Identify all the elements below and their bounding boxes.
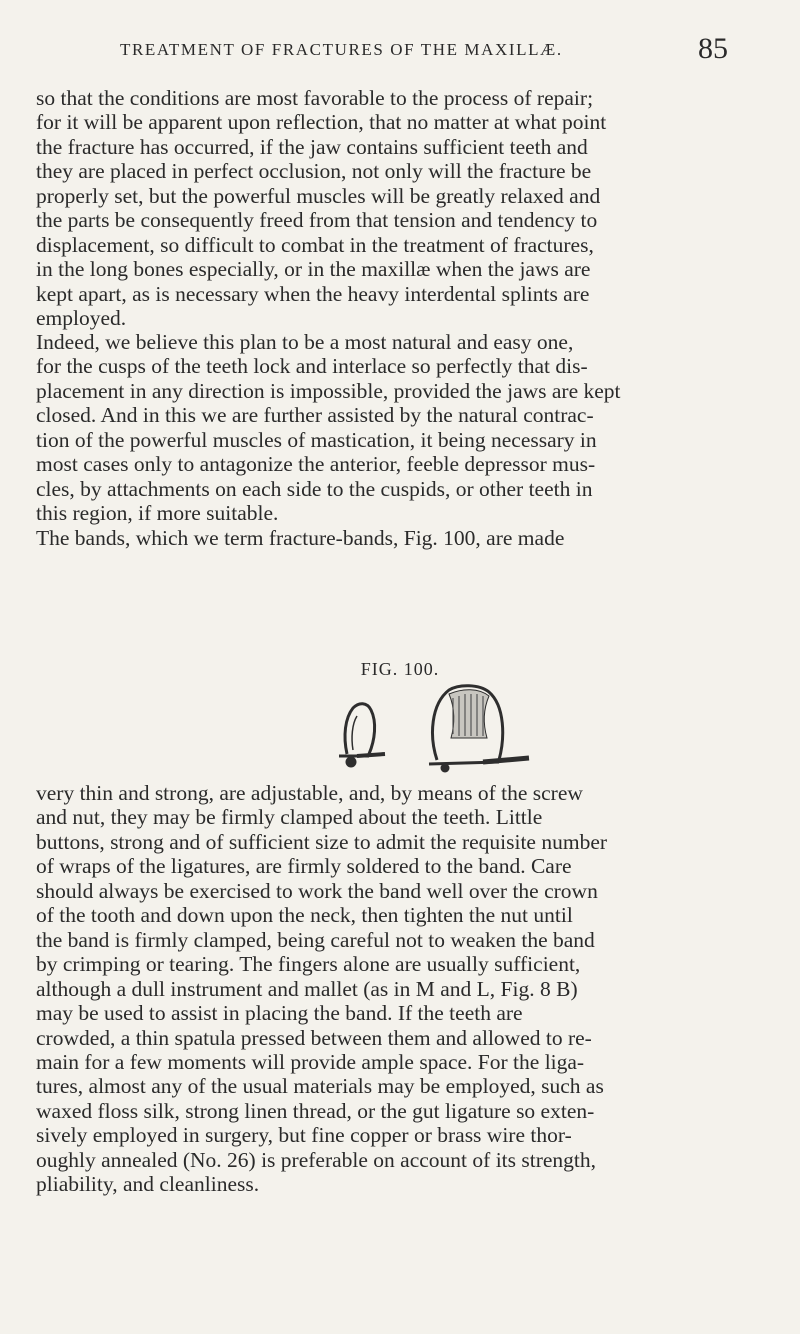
text-line: oughly annealed (No. 26) is preferable on account of its strength, [36,1147,597,1172]
text-line: crowded, a thin spatula pressed between them and allowed to re- [36,1025,592,1050]
text-line: most cases only to antagonize the anterior, feeble depressor mus- [36,452,596,477]
text-line: and nut, they may be firmly clamped about the teeth. Little [36,805,543,830]
text-line: placement in any direction is impossible, provided the jaws are kept [36,378,621,403]
text-line: sively employed in surgery, but fine copper or brass wire thor- [36,1123,572,1148]
fracture-band-illustration [333,684,533,774]
text-line: although a dull instrument and mallet (as in M and L, Fig. 8 B) [36,976,578,1001]
text-line: so that the conditions are most favorable to the process of repair; [36,86,594,110]
text-line: may be used to assist in placing the band. If the teeth are [36,1001,523,1026]
text-line: very thin and strong, are adjustable, and, by means of the screw [36,781,583,805]
text-line: they are placed in perfect occlusion, not only will the fracture be [36,159,592,184]
text-line: buttons, strong and of sufficient size to admit the requisite number [36,829,608,854]
paragraph-1 [36,86,766,331]
text-line: in the long bones especially, or in the maxillæ when the jaws are [36,257,591,282]
text-line: the fracture has occurred, if the jaw contains sufficient teeth and [36,134,588,159]
page-number: 85 [698,32,728,65]
text-line: pliability, and cleanliness. [36,1172,260,1197]
text-line: tion of the powerful muscles of mastication, it being necessary in [36,427,597,452]
text-line: Indeed, we believe this plan to be a most natural and easy one, [36,330,574,354]
running-title: TREATMENT OF FRACTURES OF THE MAXILLÆ. [120,40,563,59]
text-line: this region, if more suitable. [36,501,279,526]
text-line: for it will be apparent upon reflection, that no matter at what point [36,110,607,135]
text-line: properly set, but the powerful muscles will be greatly relaxed and [36,183,601,208]
text-line: employed. [36,306,127,331]
text-line: kept apart, as is necessary when the heavy interdental splints are [36,281,590,306]
paragraph-3 [36,526,766,550]
text-line: closed. And in this we are further assisted by the natural contrac- [36,403,594,428]
text-line: of the tooth and down upon the neck, then tighten the nut until [36,903,573,928]
text-line: displacement, so difficult to combat in the treatment of fractures, [36,232,594,257]
text-line: main for a few moments will provide ample space. For the liga- [36,1049,585,1074]
paragraph-4 [36,781,766,1197]
text-line: cles, by attachments on each side to the cuspids, or other teeth in [36,476,593,501]
text-line: for the cusps of the teeth lock and interlace so perfectly that dis- [36,354,588,379]
figure-caption: FIG. 100. [360,659,440,679]
small-fracture-band [339,704,385,766]
text-line: The bands, which we term fracture-bands, Fig. 100, are made [36,526,565,550]
page-header [70,32,728,78]
text-line: by crimping or tearing. The fingers alone are usually sufficient, [36,952,581,977]
text-line: tures, almost any of the usual materials may be employed, such as [36,1074,604,1099]
large-fracture-band [429,686,529,773]
text-line: should always be exercised to work the band well over the crown [36,878,598,903]
text-line: of wraps of the ligatures, are firmly soldered to the band. Care [36,854,572,879]
paragraph-2 [36,330,766,526]
text-line: the parts be consequently freed from that tension and tendency to [36,208,598,233]
text-line: the band is firmly clamped, being careful not to weaken the band [36,927,595,952]
text-line: waxed floss silk, strong linen thread, or the gut ligature so exten- [36,1098,595,1123]
